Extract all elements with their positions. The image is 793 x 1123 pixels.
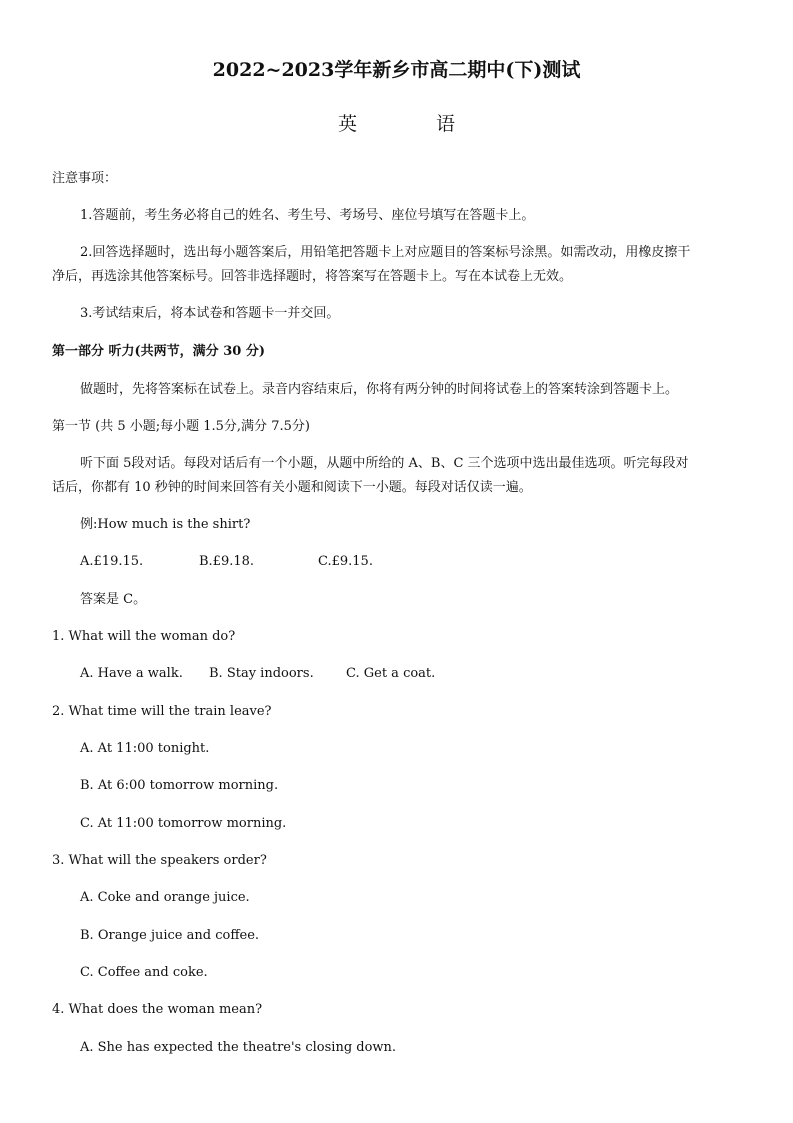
subject-char-1: 英 — [338, 113, 358, 135]
question-3-option-c: C. Coffee and coke. — [80, 965, 208, 980]
question-4-option-a: A. She has expected the theatre's closing down. — [80, 1040, 397, 1055]
question-3-option-a: A. Coke and orange juice. — [80, 890, 250, 905]
section1-instruction-line-2: 话后，你都有 10 秒钟的时间来回答有关小题和阅读下一小题。每段对话仅读一遍。 — [52, 480, 532, 495]
notice-item-3: 3.考试结束后，将本试卷和答题卡一并交回。 — [80, 306, 340, 321]
example-option-a: A.£19.15. — [80, 554, 144, 569]
question-2-option-c: C. At 11:00 tomorrow morning. — [80, 816, 287, 831]
question-2-option-a: A. At 11:00 tonight. — [80, 741, 210, 756]
example-question: 例:How much is the shirt? — [80, 517, 251, 532]
section1-instruction-line-1: 听下面 5段对话。每段对话后有一个小题，从题中所给的 A、B、C 三个选项中选出最佳选项。听完每段对 — [80, 456, 689, 471]
question-1-option-b: B. Stay indoors. — [209, 666, 314, 681]
question-2-option-b: B. At 6:00 tomorrow morning. — [80, 778, 279, 793]
example-option-b: B.£9.18. — [199, 554, 255, 569]
question-4-stem: 4. What does the woman mean? — [52, 1002, 263, 1017]
part1-heading: 第一部分 听力(共两节，满分 30 分) — [52, 344, 265, 359]
example-answer: 答案是 C。 — [80, 592, 147, 607]
subject-char-2: 语 — [436, 113, 456, 135]
notice-heading: 注意事项： — [52, 171, 118, 186]
section1-heading: 第一节 (共 5 小题;每小题 1.5分,满分 7.5分) — [52, 419, 310, 434]
question-2-stem: 2. What time will the train leave? — [52, 704, 272, 719]
notice-item-2-line-2: 净后，再选涂其他答案标号。回答非选择题时，将答案写在答题卡上。写在本试卷上无效。 — [52, 269, 573, 284]
exam-title: 2022~2023学年新乡市高二期中(下)测试 — [212, 59, 581, 81]
example-option-c: C.£9.15. — [318, 554, 373, 569]
question-1-stem: 1. What will the woman do? — [52, 629, 236, 644]
question-3-option-b: B. Orange juice and coffee. — [80, 928, 260, 943]
question-1-option-a: A. Have a walk. — [80, 666, 183, 681]
notice-item-2-line-1: 2.回答选择题时，选出每小题答案后，用铅笔把答题卡上对应题目的答案标号涂黑。如需改动，用橡皮擦干 — [80, 245, 691, 260]
question-3-stem: 3. What will the speakers order? — [52, 853, 267, 868]
notice-item-1: 1.答题前，考生务必将自己的姓名、考生号、考场号、座位号填写在答题卡上。 — [80, 208, 535, 223]
subject-heading — [0, 112, 793, 138]
question-1-option-c: C. Get a coat. — [346, 666, 436, 681]
part1-instruction: 做题时，先将答案标在试卷上。录音内容结束后，你将有两分钟的时间将试卷上的答案转涂到答题卡上。 — [80, 382, 679, 397]
